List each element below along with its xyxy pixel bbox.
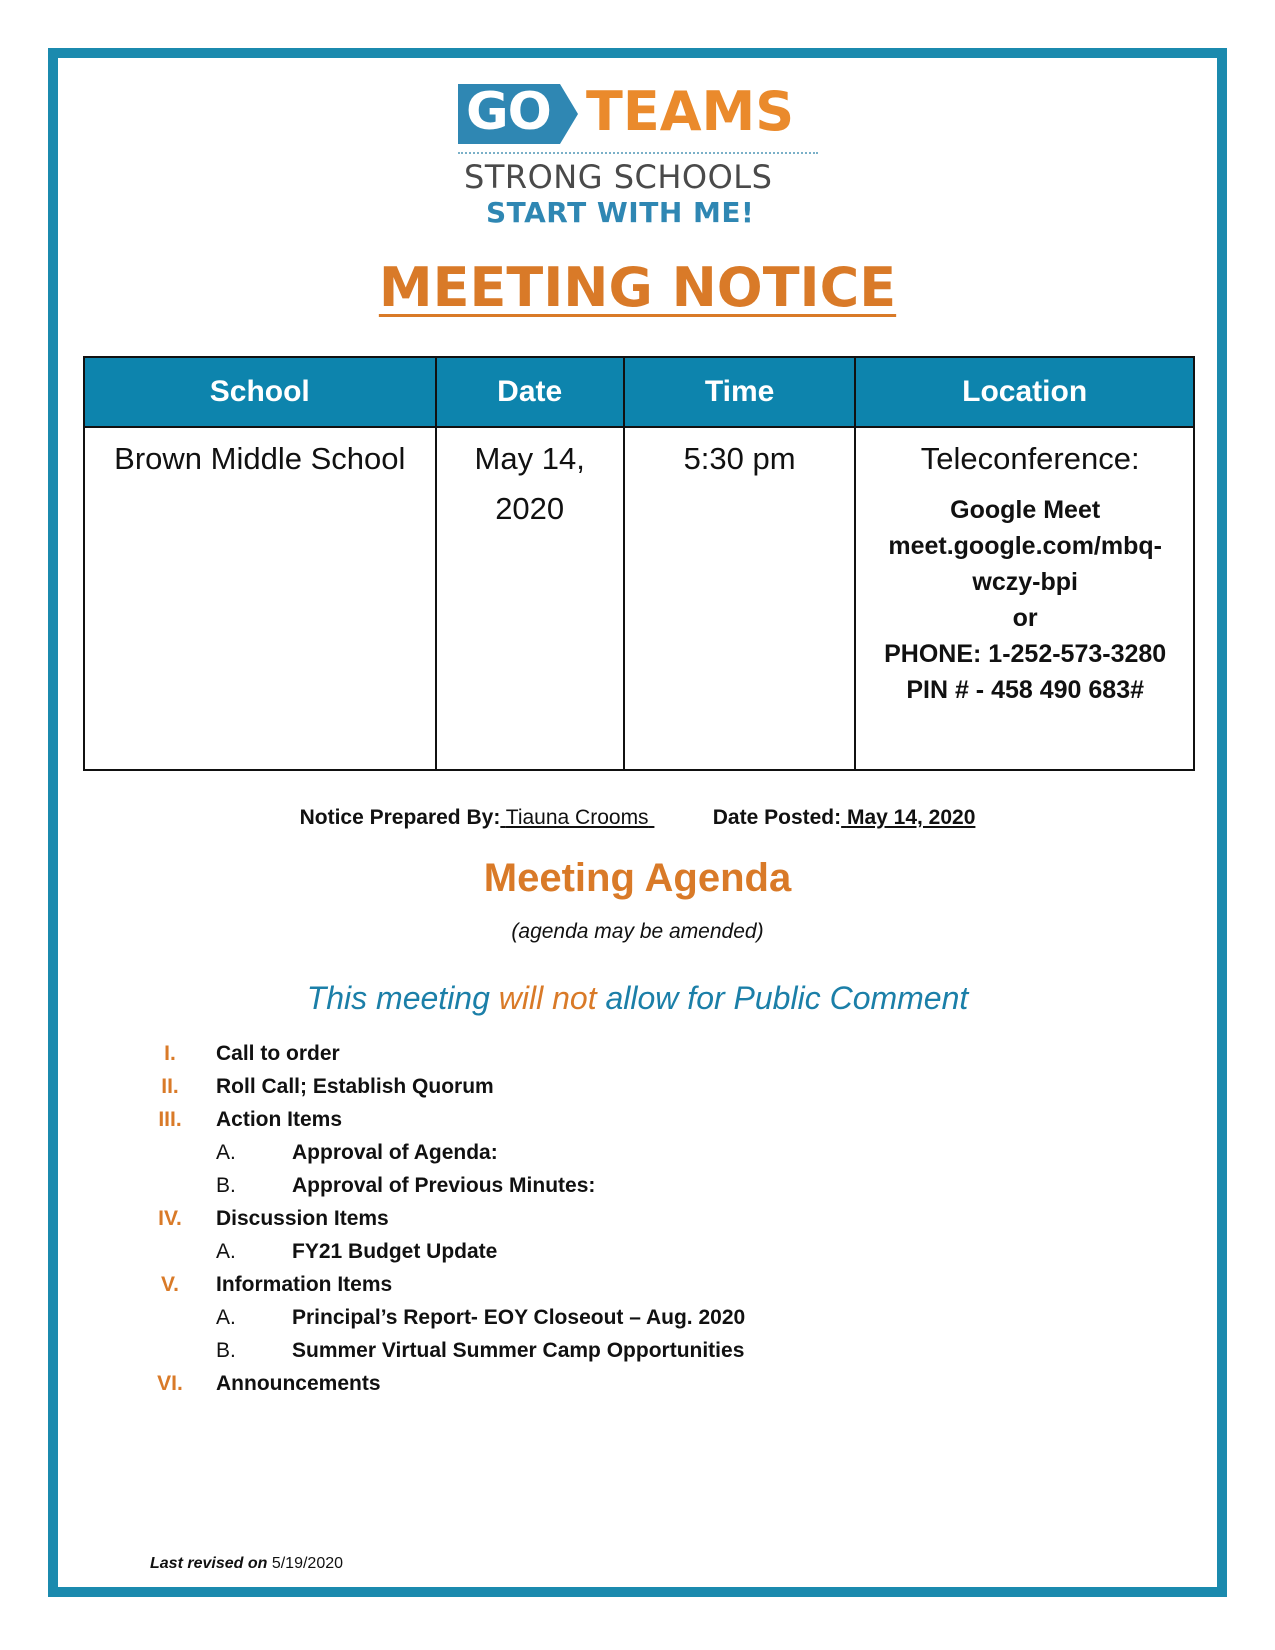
location-line: Google Meet bbox=[950, 496, 1101, 524]
agenda-list bbox=[140, 1042, 1040, 1405]
list-item: IV. Discussion Items bbox=[158, 1207, 389, 1230]
list-item: V. Information Items bbox=[161, 1273, 393, 1296]
cell-school: Brown Middle School bbox=[84, 427, 436, 770]
agenda-note: (agenda may be amended) bbox=[511, 920, 764, 943]
logo-tagline-1: STRONG SCHOOLS bbox=[464, 158, 773, 196]
location-label: Teleconference: bbox=[920, 441, 1140, 476]
list-subitem: A. Principal’s Report- EOY Closeout – Aug. 2020 bbox=[216, 1306, 746, 1329]
cell-location bbox=[855, 427, 1194, 770]
go-arrow bbox=[560, 84, 578, 144]
logo-tagline-2: START WITH ME! bbox=[486, 196, 755, 229]
logo-teams: TEAMS bbox=[586, 80, 795, 143]
location-line: or bbox=[1012, 604, 1038, 632]
logo-divider bbox=[458, 152, 818, 154]
page-title: MEETING NOTICE bbox=[378, 256, 897, 319]
meet-link[interactable]: meet.google.com/mbq-wczy-bpi bbox=[888, 532, 1162, 596]
list-item: III. Action Items bbox=[158, 1108, 343, 1131]
cell-time: 5:30 pm bbox=[624, 427, 856, 770]
list-subitem: B. Summer Virtual Summer Camp Opportunities bbox=[216, 1339, 745, 1362]
logo-go: GO bbox=[466, 82, 551, 142]
phone-number: PHONE: 1-252-573-3280 bbox=[884, 640, 1167, 668]
table-row bbox=[84, 427, 1194, 770]
header-location: Location bbox=[855, 357, 1194, 427]
header-school: School bbox=[84, 357, 436, 427]
notice-prepared-line: Notice Prepared By: Tiauna Crooms Date Posted: May 14, 2020 bbox=[299, 806, 976, 829]
header-time: Time bbox=[624, 357, 856, 427]
pin-number: PIN # - 458 490 683# bbox=[906, 676, 1144, 704]
list-subitem: A. FY21 Budget Update bbox=[216, 1240, 498, 1263]
goteams-logo bbox=[458, 80, 818, 230]
list-subitem: A. Approval of Agenda: bbox=[216, 1141, 498, 1164]
last-revised: Last revised on 5/19/2020 bbox=[150, 1555, 344, 1572]
public-comment-notice: This meeting will not allow for Public Comment bbox=[306, 980, 969, 1016]
prepared-by-name: Tiauna Crooms bbox=[505, 806, 649, 829]
header-date: Date bbox=[436, 357, 624, 427]
location-details bbox=[868, 492, 1192, 708]
list-subitem: B. Approval of Previous Minutes: bbox=[216, 1174, 596, 1197]
date-posted: May 14, 2020 bbox=[846, 806, 976, 829]
cell-date: May 14, 2020 bbox=[436, 427, 624, 770]
table-header-row bbox=[84, 357, 1194, 427]
meeting-info-table bbox=[83, 356, 1195, 771]
list-item: II. Roll Call; Establish Quorum bbox=[161, 1075, 494, 1098]
list-item: VI. Announcements bbox=[157, 1372, 381, 1395]
list-item: I. Call to order bbox=[164, 1042, 340, 1065]
agenda-title: Meeting Agenda bbox=[483, 856, 792, 900]
